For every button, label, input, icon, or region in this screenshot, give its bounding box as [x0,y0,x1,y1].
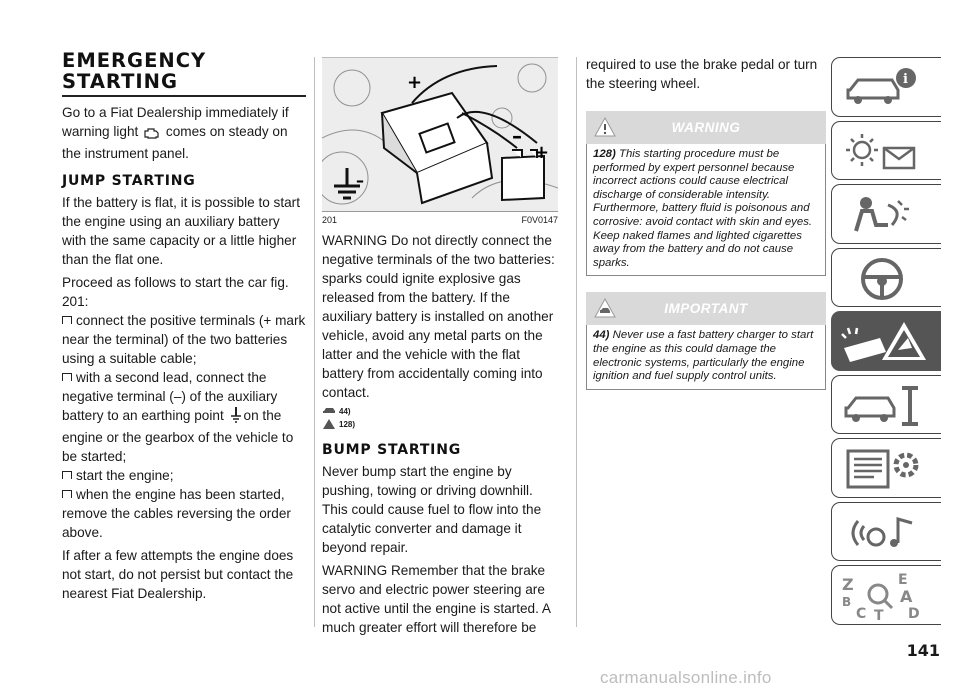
svg-text:C: C [856,606,867,620]
important-label: IMPORTANT [664,301,748,317]
svg-text:T: T [874,608,884,620]
multimedia-icon [840,509,930,557]
important-box [586,325,826,389]
figure-caption [322,215,558,225]
svg-text:+: + [407,72,423,93]
car-info-icon [840,64,930,112]
figure-number: 201 [322,215,338,225]
column-divider-1 [314,57,315,627]
figure-code: F0V0147 [521,215,558,225]
important-body: Never use a fast battery charger to start the engine as this could damage the electronic systems, particularly the engine ignition and fuel supply control units. [593,329,814,383]
index-icon [840,572,930,620]
steering-wheel-icon [840,255,930,303]
warning-number: 128) [593,148,616,160]
column-1 [62,50,306,607]
title-rule [62,95,306,97]
tab-safety[interactable] [831,184,941,244]
bump-paragraph-1: Never bump start the engine by pushing, towing or driving downhill. This could cause fuel to flow into the catalytic converter and damage it beyond repair. [322,464,542,555]
jump-starting-heading: JUMP STARTING [62,173,196,189]
svg-text:D: D [908,606,920,620]
svg-text:+: + [534,142,550,163]
svg-text:A: A [900,587,913,606]
bullet-icon [62,316,72,324]
jump-paragraph-3: If after a few attempts the engine does not start, do not persist but contact the nearest Fiat Dealership. [62,548,294,601]
svg-text:Z: Z [842,575,854,594]
svg-text:i: i [903,72,908,87]
warning-body: This starting procedure must be performed by expert personnel because incorrect actions could cause electrical discharge of considerable intensity. Furthermore, battery fluid is poisonous and corrosive: avoid contact with skin and eyes. Keep naked flames and lighted cigarettes away from the battery and do not cause sparks. [593,148,813,269]
list-item: start the engine; [62,466,306,485]
tab-emergency[interactable] [831,311,941,371]
reference-important: 44) [322,406,558,416]
jump-paragraph-2: Proceed as follows to start the car fig. 201: [62,275,289,309]
bullet-icon [62,471,72,479]
engine-warning-icon [143,125,161,144]
list-item: when the engine has been started, remove the cables reversing the order above. [62,487,291,540]
reference-warning: 128) [322,418,558,430]
list-item: connect the positive terminals (+ mark near the terminal) of the two batteries using a suitable cable; [62,313,306,366]
earth-ground-icon [229,407,243,428]
tab-technical-data[interactable] [831,438,941,498]
svg-text:B: B [842,595,852,609]
svg-text:E: E [898,572,908,588]
bullet-icon [62,490,72,498]
list-item: with a second lead, connect the negative terminal (–) of the auxiliary battery to an earthing point on the engine or the gearbox of the vehicle to be started; [62,370,294,464]
tab-warning-lights[interactable] [831,121,941,181]
svg-text:–: – [512,124,522,148]
emergency-icon [840,318,930,366]
tab-starting-driving[interactable] [831,248,941,308]
warning-box [586,144,826,276]
tab-car-info[interactable] [831,57,941,117]
bump-paragraph-2: WARNING Remember that the brake servo and electric power steering are not active until the engine is started. A much greater effort will therefore be [322,563,551,635]
tab-multimedia[interactable] [831,502,941,562]
page-number: 141 [906,641,940,660]
chapter-tabs [831,57,941,629]
warning-lights-icon [840,128,930,176]
important-number: 44) [593,329,610,342]
warning-box-header [586,111,826,144]
bullet-icon [62,373,72,381]
airbag-safety-icon [840,191,930,239]
warning-label: WARNING [671,120,741,135]
car-reference-icon [322,406,336,416]
warning-triangle-icon [322,418,336,430]
column-2 [322,57,558,641]
battery-jump-figure [322,57,558,212]
intro-paragraph: Go to a Fiat Dealership immediately if warning light comes on steady on the instrument panel. [62,105,289,161]
jump-paragraph-1: If the battery is flat, it is possible to start the engine using an auxiliary battery with the same capacity or a little higher than the flat one. [62,195,300,267]
column-3 [586,55,826,390]
important-box-header [586,292,826,325]
column-divider-2 [576,57,577,627]
svg-text:–: – [356,171,364,190]
tab-index[interactable] [831,565,941,625]
tab-maintenance[interactable] [831,375,941,435]
continuation-paragraph: required to use the brake pedal or turn the steering wheel. [586,57,818,91]
page-title: EMERGENCY STARTING [62,49,207,93]
battery-illustration [322,58,558,212]
watermark: carmanualsonline.info [600,668,772,687]
maintenance-icon [840,382,930,430]
warning-paragraph: WARNING Do not directly connect the negative terminals of the two batteries: sparks could ignite explosive gas released from the battery. If the auxiliary battery is installed on another vehicle, avoid any metal parts on the latter and the vehicle with the flat battery from accidentally coming into contact. [322,233,555,400]
technical-data-icon [840,445,930,493]
bump-starting-heading: BUMP STARTING [322,442,462,458]
